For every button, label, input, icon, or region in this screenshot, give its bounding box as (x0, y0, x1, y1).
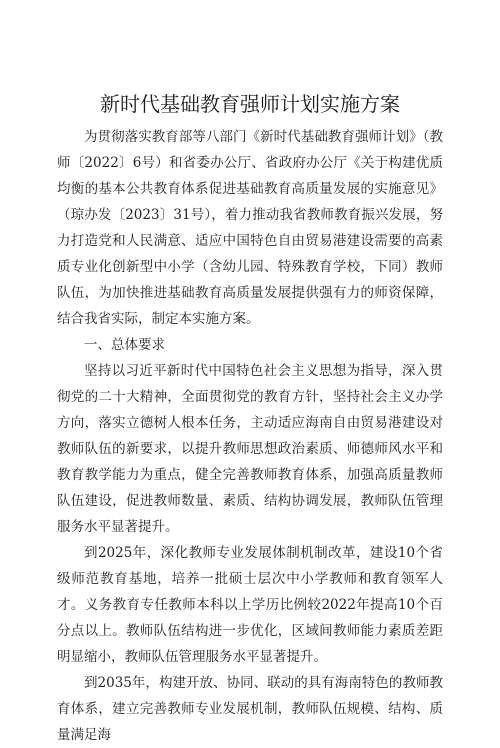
guiding-principle-paragraph: 坚持以习近平新时代中国特色社会主义思想为指导，深入贯彻党的二十大精神，全面贯彻党的教育方针，坚持社会主义办学方向，落实立德树人根本任务，主动适应海南自由贸易港建设对教师队伍的新要求，以提升教师思想政治素质、师德师风水平和教育教学能力为重点，健全完善教师教育体系，加强高质量教师队伍建设，促进教师数量、素质、结构协调发展，教师队伍管理服务水平显著提升。 (57, 363, 443, 535)
document-title: 新时代基础教育强师计划实施方案 (100, 92, 400, 116)
goal-2035-paragraph: 到2035年，构建开放、协同、联动的具有海南特色的教师教育体系，建立完善教师专业发展机制，教师队伍规模、结构、质量满足海 (57, 675, 443, 743)
document-body (57, 124, 443, 748)
intro-paragraph: 为贯彻落实教育部等八部门《新时代基础教育强师计划》（教师〔2022〕6号）和省委办公厅、省政府办公厅《关于构建优质均衡的基本公共教育体系促进基础教育高质量发展的实施意见》（琼办发〔2023〕31号），着力推动我省教师教育振兴发展，努力打造党和人民满意、适应中国特色自由贸易港建设需要的高素质专业化创新型中小学（含幼儿园、特殊教育学校，下同）教师队伍，为加快推进基础教育高质量发展提供强有力的师资保障，结合我省实际，制定本实施方案。 (57, 129, 443, 327)
goal-2025-paragraph: 到2025年，深化教师专业发展体制机制改革，建设10个省级师范教育基地，培养一批硕士层次中小学教师和教育领军人才。义务教育专任教师本科以上学历比例较2022年提高10个百分点以上。教师队伍结构进一步优化，区域间教师能力素质差距明显缩小，教师队伍管理服务水平显著提升。 (57, 545, 443, 665)
section-heading-general-requirements: 一、总体要求 (84, 337, 165, 353)
